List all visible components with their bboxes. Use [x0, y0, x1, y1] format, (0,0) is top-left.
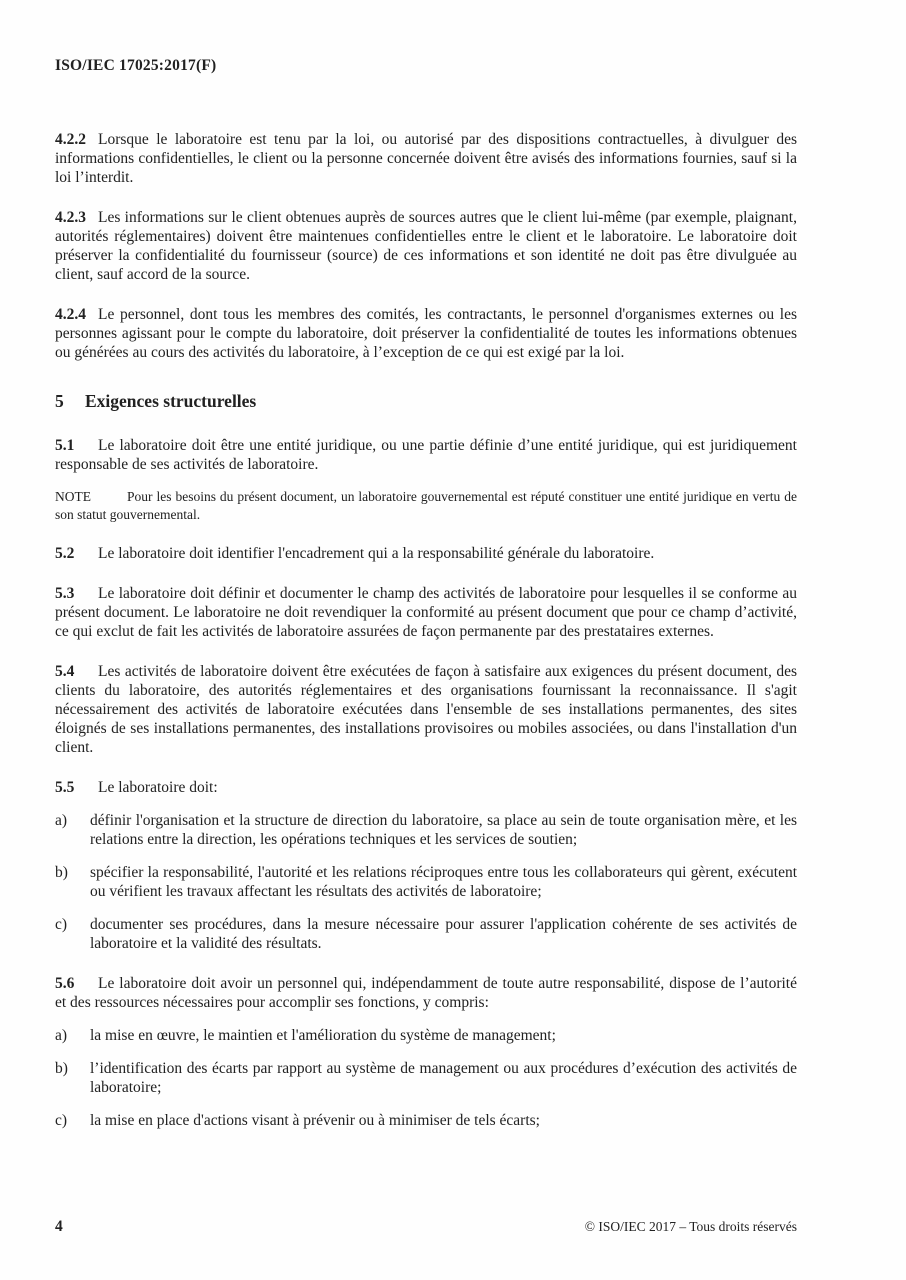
clause-number: 5.3: [55, 585, 75, 602]
list-item-label: b): [55, 864, 68, 881]
list-item-5-6-b: [55, 1059, 797, 1097]
clause-5-5: [55, 778, 797, 797]
list-item-5-5-b: [55, 863, 797, 901]
clause-number: 4.2.2: [55, 131, 86, 148]
list-item-5-6-c: [55, 1111, 797, 1130]
clause-5-6: [55, 974, 797, 1012]
list-item-5-6-a: [55, 1026, 797, 1045]
clause-text: Le laboratoire doit définir et documenter le champ des activités de laboratoire pour lesquelles il se conforme au présent document. Le laboratoire ne doit revendiquer la conformité au présent document que pour ce champ d’activité, ce qui exclut de fait les activités de laboratoire assurées de façon permanente par des prestataires externes.: [55, 585, 797, 640]
list-item-label: a): [55, 1027, 68, 1044]
clause-number: 4.2.3: [55, 209, 86, 226]
list-item-label: a): [55, 812, 68, 829]
section-number: 5: [55, 391, 64, 411]
note-label: NOTE: [55, 489, 91, 504]
list-item-text: définir l'organisation et la structure de direction du laboratoire, sa place au sein de toute organisation mère, et les relations entre la direction, les opérations techniques et les services de soutien;: [90, 812, 797, 848]
copyright-notice: © ISO/IEC 2017 – Tous droits réservés: [584, 1219, 797, 1234]
clause-number: 5.1: [55, 437, 75, 454]
clause-text: Lorsque le laboratoire est tenu par la loi, ou autorisé par des dispositions contractuelles, à divulguer des informations confidentielles, le client ou la personne concernée doivent être avisés des informations fournies, sauf si la loi l’interdit.: [55, 131, 797, 186]
list-item-text: documenter ses procédures, dans la mesure nécessaire pour assurer l'application cohérente de ses activités de laboratoire et la validité des résultats.: [90, 916, 797, 952]
section-5-heading: [55, 390, 797, 412]
list-item-text: l’identification des écarts par rapport au système de management ou aux procédures d’exécution des activités de laboratoire;: [90, 1060, 797, 1096]
list-item-5-5-c: [55, 915, 797, 953]
section-title: Exigences structurelles: [85, 391, 257, 411]
clause-text: Le laboratoire doit avoir un personnel qui, indépendamment de toute autre responsabilité, dispose de l’autorité et des ressources nécessaires pour accomplir ses fonctions, y compris:: [55, 975, 797, 1011]
clause-5-2: [55, 544, 797, 563]
clause-number: 5.5: [55, 779, 75, 796]
clause-number: 4.2.4: [55, 306, 86, 323]
document-reference: ISO/IEC 17025:2017(F): [55, 57, 217, 74]
clause-5-3: [55, 584, 797, 641]
list-item-label: b): [55, 1060, 68, 1077]
list-item-label: c): [55, 916, 68, 933]
page-header: [55, 56, 797, 75]
list-item-text: la mise en place d'actions visant à prévenir ou à minimiser de tels écarts;: [90, 1112, 540, 1129]
note-text: Pour les besoins du présent document, un laboratoire gouvernemental est réputé constituer une entité juridique en vertu de son statut gouvernemental.: [55, 489, 797, 522]
clause-4-2-2: [55, 130, 797, 187]
clause-text: Le laboratoire doit identifier l'encadrement qui a la responsabilité générale du laboratoire.: [98, 545, 655, 562]
clause-number: 5.6: [55, 975, 75, 992]
list-item-label: c): [55, 1112, 68, 1129]
note-5-1: [55, 488, 797, 523]
clause-4-2-3: [55, 208, 797, 284]
clause-text: Les informations sur le client obtenues auprès de sources autres que le client lui-même (par exemple, plaignant, autorités réglementaires) doivent être maintenues confidentielles entre le client et le laboratoire. Le laboratoire doit préserver la confidentialité du fournisseur (source) de ces informations et son identité ne doit pas être divulguée au client, sauf accord de la source.: [55, 209, 797, 283]
clause-number: 5.4: [55, 663, 75, 680]
clause-5-4: [55, 662, 797, 757]
page-content-column: [55, 0, 797, 1130]
clause-text: Le laboratoire doit:: [98, 779, 218, 796]
clause-number: 5.2: [55, 545, 75, 562]
clause-text: Le personnel, dont tous les membres des comités, les contractants, le personnel d'organismes externes ou les personnes agissant pour le compte du laboratoire, doit préserver la confidentialité de toutes les informations obtenues ou générées au cours des activités du laboratoire, à l’exception de ce qui est exigé par la loi.: [55, 306, 797, 361]
page-footer: [55, 1217, 797, 1236]
clause-text: Les activités de laboratoire doivent être exécutées de façon à satisfaire aux exigences du présent document, des clients du laboratoire, des autorités réglementaires et des organisations fournissant la reconnaissance. Il s'agit nécessairement des activités de laboratoire exécutées dans l'ensemble de ses installations permanentes, des sites éloignés de ses installations permanentes, des installations provisoires ou mobiles associées, ou dans l'installation d'un client.: [55, 663, 797, 756]
page-number: 4: [55, 1218, 63, 1235]
clause-5-1: [55, 436, 797, 474]
clause-4-2-4: [55, 305, 797, 362]
list-item-text: la mise en œuvre, le maintien et l'amélioration du système de management;: [90, 1027, 556, 1044]
list-item-5-5-a: [55, 811, 797, 849]
list-item-text: spécifier la responsabilité, l'autorité et les relations réciproques entre tous les collaborateurs qui gèrent, exécutent ou vérifient les travaux affectant les résultats des activités de laboratoire;: [90, 864, 797, 900]
clause-text: Le laboratoire doit être une entité juridique, ou une partie définie d’une entité juridique, qui est juridiquement responsable de ses activités de laboratoire.: [55, 437, 797, 473]
